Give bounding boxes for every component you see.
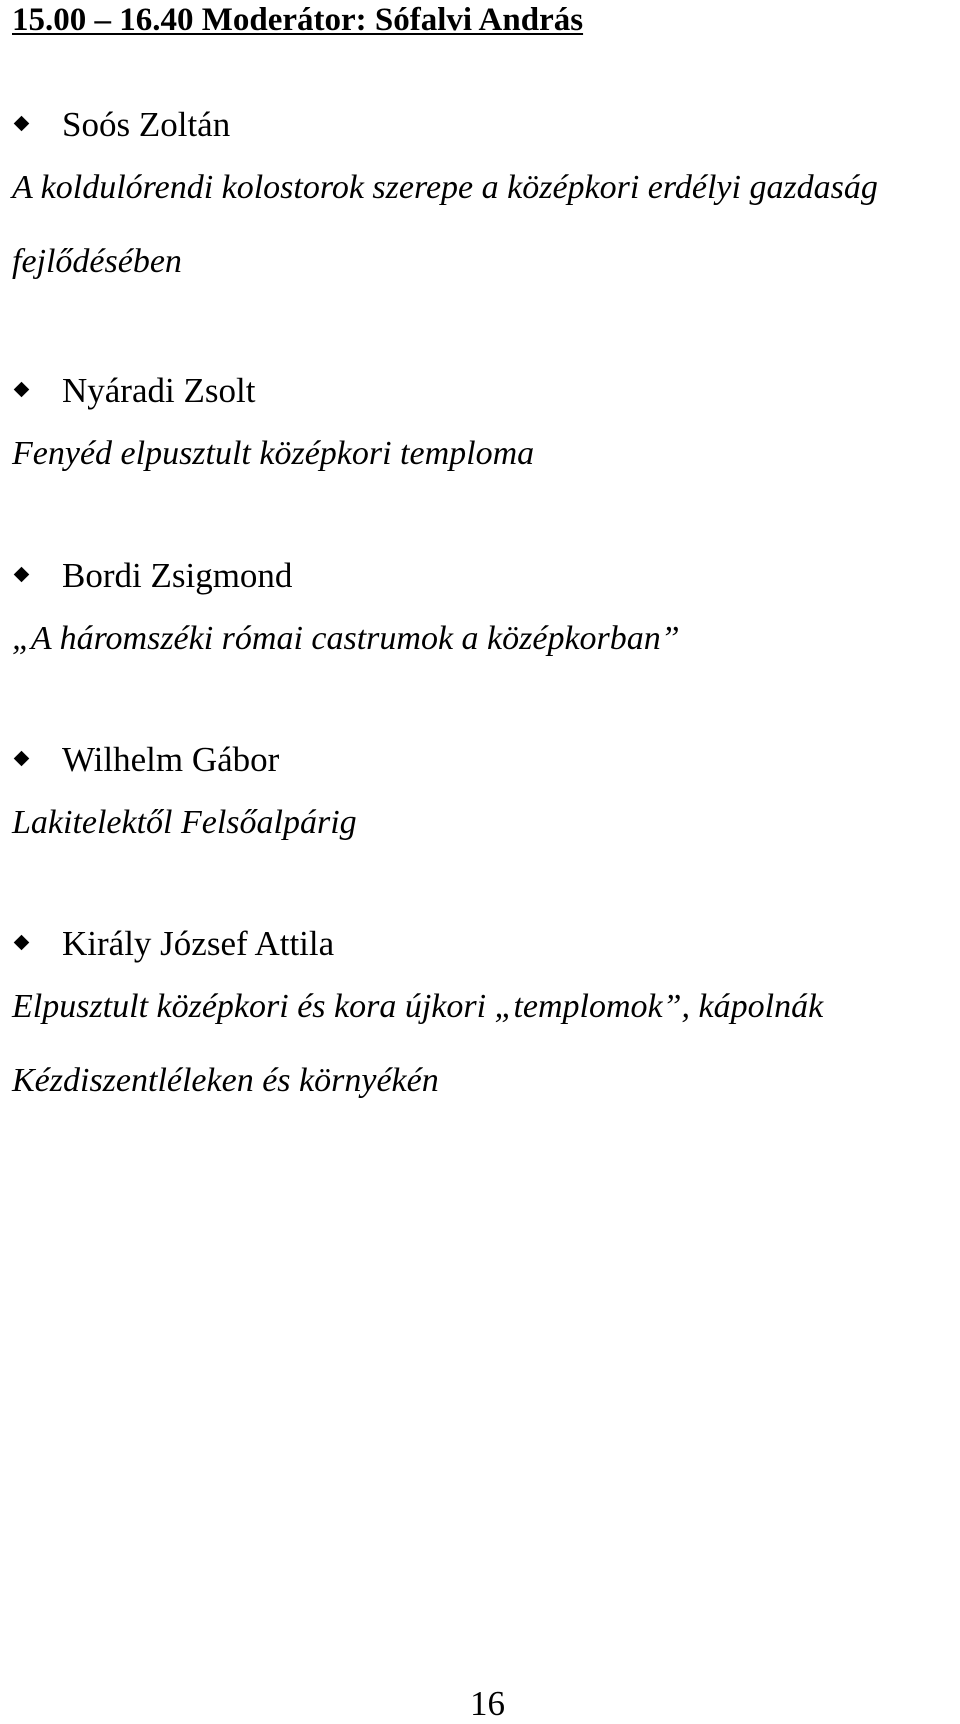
diamond-bullet-icon — [12, 750, 32, 770]
program-entry — [12, 554, 942, 676]
speaker-line — [12, 103, 942, 147]
speaker-name: Nyáradi Zsolt — [62, 371, 256, 410]
speaker-line — [12, 922, 942, 966]
program-entry — [12, 103, 942, 299]
speaker-name: Bordi Zsigmond — [62, 556, 293, 595]
speaker-name: Wilhelm Gábor — [62, 740, 280, 779]
speaker-name: Király József Attila — [62, 924, 335, 963]
diamond-bullet-icon — [12, 381, 32, 401]
speaker-line — [12, 369, 942, 413]
diamond-bullet-icon — [12, 566, 32, 586]
page-number: 16 — [470, 1684, 505, 1723]
speaker-line — [12, 738, 942, 782]
program-entry — [12, 922, 942, 1118]
speaker-name: Soós Zoltán — [62, 105, 231, 144]
talk-title: Elpusztult középkori és kora újkori „templomok”, kápolnák Kézdiszentléleken és környékén — [12, 988, 824, 1099]
talk-title: Lakitelektől Felsőalpárig — [12, 804, 357, 841]
diamond-bullet-icon — [12, 934, 32, 954]
speaker-line — [12, 554, 942, 598]
talk-title: A koldulórendi kolostorok szerepe a középkori erdélyi gazdaság fejlődésében — [12, 169, 878, 280]
talk-title: Fenyéd elpusztult középkori temploma — [12, 435, 535, 472]
program-entry — [12, 369, 942, 491]
diamond-bullet-icon — [12, 115, 32, 135]
session-header: 15.00 – 16.40 Moderátor: Sófalvi András — [12, 2, 584, 38]
talk-title: „A háromszéki római castrumok a középkorban” — [12, 620, 680, 657]
program-entry — [12, 738, 942, 860]
